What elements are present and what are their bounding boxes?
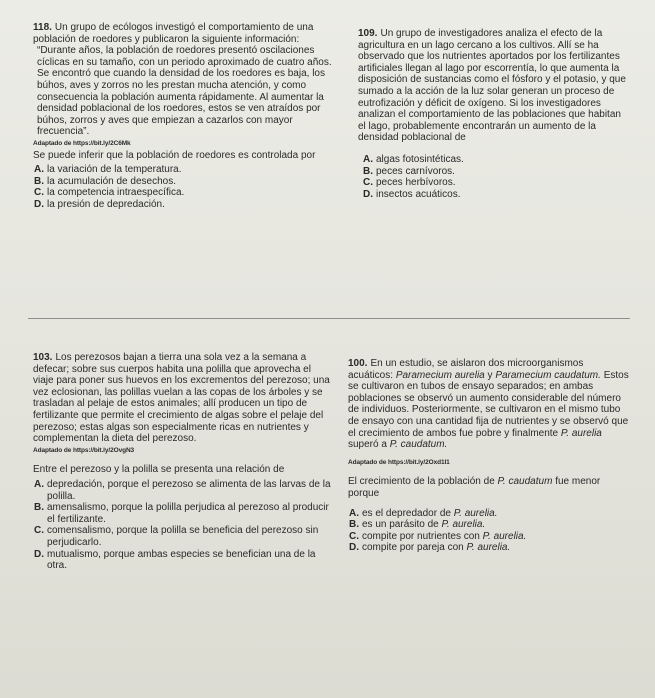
question-text: Los perezosos bajan a tierra una sola vez a la semana a defecar; sobre sus cuerpos habita una polilla que aprovecha el viaje para poner sus huevos en los excrementos del perezoso; una vez eclosionan, las polillas vuelan a las copas de los árboles y se trasladan al pelaje de estos animales; allí producen un tipo de fertilizante que permite el crecimiento de algas sobre el pelaje del perezoso; estas algas son especialmente ricas en nutrientes y complementan la dieta del perezoso. [33,352,330,445]
quoted-passage: “Durante años, la población de roedores presentó oscilaciones cíclicas en su tamaño, con un periodo aproximado de cuatro años. Se encontró que cuando la densidad de los roedores es baja, los búhos, aves y zorros no les prestan mucha atención, y como consecuencia la población aumenta rápidamente. Al aumentar la densidad poblacional de los roedores, estos se ven atraídos por búhos, zorros y aves que empiezan a cazarlos con mayor frecuencia”. [37,45,332,138]
option-d[interactable]: D. insectos acuáticos. [363,188,461,200]
question-stem: Se puede inferir que la población de roedores es controlada por [33,149,316,161]
species-name: P. caudatum. [389,439,448,451]
option-c[interactable]: C. la competencia intraespecífica. [34,187,185,199]
option-c[interactable]: C. peces herbívoros. [363,177,456,189]
option-a[interactable]: A. depredación, porque el perezoso se alimenta de las larvas de la polilla. [34,478,331,502]
question-number: 103. [33,352,53,363]
question-text: Un grupo de investigadores analiza el efecto de la agricultura en un lago cercano a los cultivos. Allí se ha observado que los nutrientes aportados por los fertilizantes artificiales llegan al lago por escorrentía, lo que aumenta la disposición de sustancias como el fósforo y el potasio, y que sumado a la acción de la luz solar generan un proceso de eutrofización y déficit de oxígeno. Si los investigadores analizan el comportamiento de las poblaciones que habitan el lago, probablemente encontrarán un aumento de la densidad poblacional de [358,28,626,144]
option-b[interactable]: B. peces carnívoros. [363,165,455,177]
option-a[interactable]: A. es el depredador de P. aurelia. [349,507,498,519]
question-100: 100. En un estudio, se aislaron dos microorganismos acuáticos: Paramecium aurelia y Paramecium caudatum. Estos se cultivaron en tubos de ensayo separados; en ambas poblaciones se observó un aumento considerable del número de individuos. Posteriormente, se cultivaron en el mismo tubo de ensayo con una cantidad fija de nutrientes y se observó que el crecimiento de ambos fue pobre y finalmente P. aurelia superó a P. caudatum. Adaptado de https://bit.ly/2Oxd1I1 El crecimiento de la población de P. caudatum fue menor porque A. es el depredador de P. aurelia. B. es un parásito de P. aurelia. C. compite por nutrientes con P. aurelia. D. compite por pareja con P. aurelia. [348,358,629,554]
option-d[interactable]: D. mutualismo, porque ambas especies se benefician una de la otra. [34,548,316,572]
option-c[interactable]: C. comensalismo, porque la polilla se beneficia del perezoso sin perjudicarlo. [34,525,319,548]
option-b[interactable]: B. es un parásito de P. aurelia. [349,519,486,531]
question-118 [33,22,333,211]
question-stem: Entre el perezoso y la polilla se presenta una relación de [33,464,285,476]
section-divider [28,318,630,319]
source-citation: Adaptado de https://bit.ly/2C6Mk [33,139,131,147]
question-number: 109. [358,28,378,39]
question-109 [358,28,630,200]
question-number: 118. [33,22,52,33]
option-c[interactable]: C. compite por nutrientes con P. aurelia. [349,530,527,542]
species-name: Paramecium caudatum. [495,369,601,381]
answer-options [348,508,630,554]
option-d[interactable]: D. compite por pareja con P. aurelia. [349,542,511,554]
option-a[interactable]: A. la variación de la temperatura. [34,164,182,176]
option-b[interactable]: B. amensalismo, porque la polilla perjudica al perezoso al producir el fertilizante. [34,502,329,525]
species-name: P. aurelia [560,427,602,439]
question-intro: Un grupo de ecólogos investigó el comportamiento de una población de roedores y publicaron la siguiente información: [33,22,314,45]
question-number: 100. [348,358,368,369]
source-citation: Adaptado de https://bit.ly/2OvgN3 [33,446,135,454]
answer-options [358,154,630,200]
source-citation: Adaptado de https://bit.ly/2Oxd1I1 [348,458,450,466]
option-d[interactable]: D. la presión de depredación. [34,198,165,210]
question-stem: El crecimiento de la población de P. caudatum fue menor porque [348,476,601,499]
option-a[interactable]: A. algas fotosintéticas. [363,153,464,165]
question-103 [33,352,333,572]
answer-options [33,164,333,210]
species-name: Paramecium aurelia [395,369,485,381]
answer-options [33,479,333,572]
option-b[interactable]: B. la acumulación de desechos. [34,175,176,187]
species-name: P. caudatum [497,476,553,488]
